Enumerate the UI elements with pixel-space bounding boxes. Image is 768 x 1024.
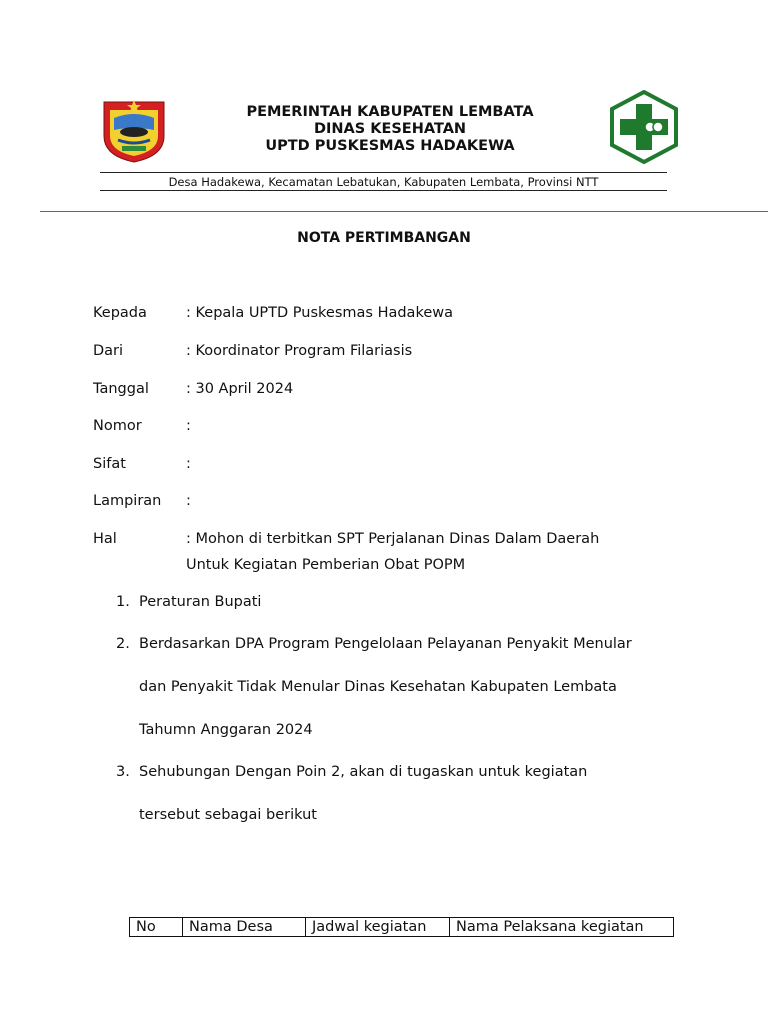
meta-value-dari: : Koordinator Program Filariasis [186, 343, 413, 359]
meta-label-hal: Hal [93, 531, 117, 547]
meta-label-tanggal: Tanggal [93, 381, 149, 397]
meta-value-hal: : Mohon di terbitkan SPT Perjalanan Dinas Dalam Daerah [186, 531, 600, 547]
table-header-no: No [130, 918, 183, 937]
document-title: NOTA PERTIMBANGAN [297, 230, 471, 246]
point-number-3: 3. [116, 764, 130, 780]
meta-label-kepada: Kepada [93, 305, 147, 321]
letterhead-address: Desa Hadakewa, Kecamatan Lebatukan, Kabupaten Lembata, Provinsi NTT [168, 175, 599, 189]
lembata-regency-emblem-icon [100, 96, 168, 164]
meta-value-nomor: : [186, 418, 191, 434]
meta-label-sifat: Sifat [93, 456, 126, 472]
point-2-line-1: Berdasarkan DPA Program Pengelolaan Pelayanan Penyakit Menular [139, 636, 632, 652]
activity-table [129, 917, 674, 937]
meta-value-kepada: : Kepala UPTD Puskesmas Hadakewa [186, 305, 453, 321]
meta-label-dari: Dari [93, 343, 124, 359]
point-number-1: 1. [116, 594, 130, 610]
meta-value-tanggal: : 30 April 2024 [186, 381, 294, 397]
point-2-line-2: dan Penyakit Tidak Menular Dinas Kesehatan Kabupaten Lembata [139, 679, 617, 695]
meta-value-sifat: : [186, 456, 191, 472]
table-header-pelaksana: Nama Pelaksana kegiatan [450, 918, 674, 937]
letterhead-rule-top [100, 172, 667, 173]
letterhead-line-department: DINAS KESEHATAN [313, 121, 467, 137]
meta-value-lampiran: : [186, 493, 191, 509]
point-2-line-3: Tahumn Anggaran 2024 [139, 722, 313, 738]
point-3-line-1: Sehubungan Dengan Poin 2, akan di tugaskan untuk kegiatan [139, 764, 588, 780]
puskesmas-emblem-icon [608, 90, 680, 164]
table-header-row [130, 918, 674, 937]
table-header-nama-desa: Nama Desa [183, 918, 306, 937]
letterhead-line-unit: UPTD PUSKESMAS HADAKEWA [265, 138, 515, 154]
letterhead-rule-bottom [100, 190, 667, 191]
letterhead-heading [200, 104, 580, 155]
point-number-2: 2. [116, 636, 130, 652]
point-1-line-1: Peraturan Bupati [139, 594, 262, 610]
page-divider [40, 211, 768, 212]
point-3-line-2: tersebut sebagai berikut [139, 807, 317, 823]
meta-label-lampiran: Lampiran [93, 493, 162, 509]
table-header-jadwal: Jadwal kegiatan [306, 918, 450, 937]
letterhead-line-government: PEMERINTAH KABUPATEN LEMBATA [246, 104, 534, 120]
meta-value-hal-continued: Untuk Kegiatan Pemberian Obat POPM [186, 557, 466, 573]
meta-label-nomor: Nomor [93, 418, 142, 434]
